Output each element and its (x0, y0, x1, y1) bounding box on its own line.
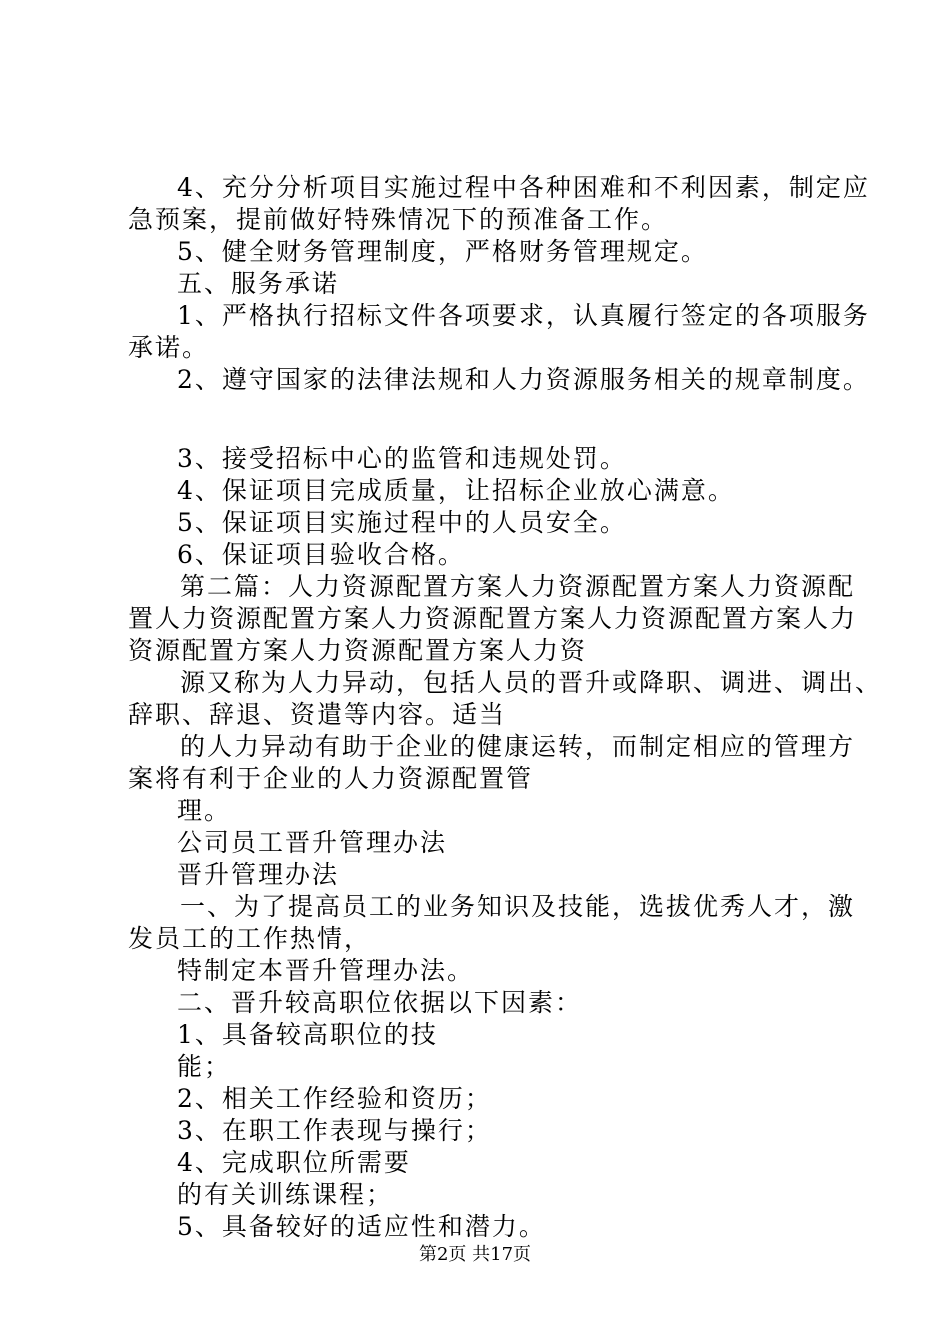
list-item: 3、在职工作表现与操行； (177, 1116, 492, 1145)
text-line: 发员工的工作热情， (128, 924, 372, 953)
list-item: 的有关训练课程； (177, 1180, 394, 1209)
text-line: 3、接受招标中心的监管和违规处罚。 (177, 444, 627, 473)
text-line: 4、保证项目完成质量，让招标企业放心满意。 (177, 476, 735, 505)
list-item: 1、具备较高职位的技 (177, 1020, 438, 1049)
text-line: 资源配置方案人力资源配置方案人力资 (128, 636, 588, 665)
text-line: 4、充分分析项目实施过程中各种困难和不利因素，制定应 (177, 173, 870, 202)
document-body (128, 172, 883, 1243)
text-line: 置人力资源配置方案人力资源配置方案人力资源配置方案人力 (128, 604, 858, 633)
text-line: 6、保证项目验收合格。 (177, 540, 465, 569)
text-line: 案将有利于企业的人力资源配置管 (128, 764, 534, 793)
text-line: 的人力异动有助于企业的健康运转，而制定相应的管理方 (180, 732, 856, 761)
text-line: 一、为了提高员工的业务知识及技能，选拔优秀人才，激 (180, 892, 856, 921)
list-item: 2、相关工作经验和资历； (177, 1084, 492, 1113)
text-line: 二、晋升较高职位依据以下因素： (177, 988, 583, 1017)
list-item: 能； (177, 1052, 232, 1081)
section-heading: 五、服务承诺 (177, 269, 340, 298)
subtitle: 晋升管理办法 (177, 860, 340, 889)
text-line: 源又称为人力异动，包括人员的晋升或降职、调进、调出、 (180, 668, 883, 697)
text-line: 辞职、辞退、资遣等内容。适当 (128, 700, 507, 729)
text-line: 承诺。 (128, 333, 210, 362)
list-item: 5、具备较好的适应性和潜力。 (177, 1212, 546, 1241)
text-line: 1、严格执行招标文件各项要求，认真履行签定的各项服务 (177, 301, 870, 330)
chapter-heading: 第二篇：人力资源配置方案人力资源配置方案人力资源配 (180, 572, 856, 601)
paragraph-gap (128, 396, 833, 443)
list-item: 4、完成职位所需要 (177, 1148, 411, 1177)
text-line: 特制定本晋升管理办法。 (177, 956, 475, 985)
text-line: 2、遵守国家的法律法规和人力资源服务相关的规章制度。 (177, 365, 870, 394)
page-footer: 第2页 共17页 (418, 1244, 532, 1265)
text-line: 5、健全财务管理制度，严格财务管理规定。 (177, 237, 708, 266)
text-line: 5、保证项目实施过程中的人员安全。 (177, 508, 627, 537)
text-line: 急预案，提前做好特殊情况下的预准备工作。 (128, 205, 669, 234)
subtitle: 公司员工晋升管理办法 (177, 828, 448, 857)
text-line: 理。 (177, 796, 232, 825)
